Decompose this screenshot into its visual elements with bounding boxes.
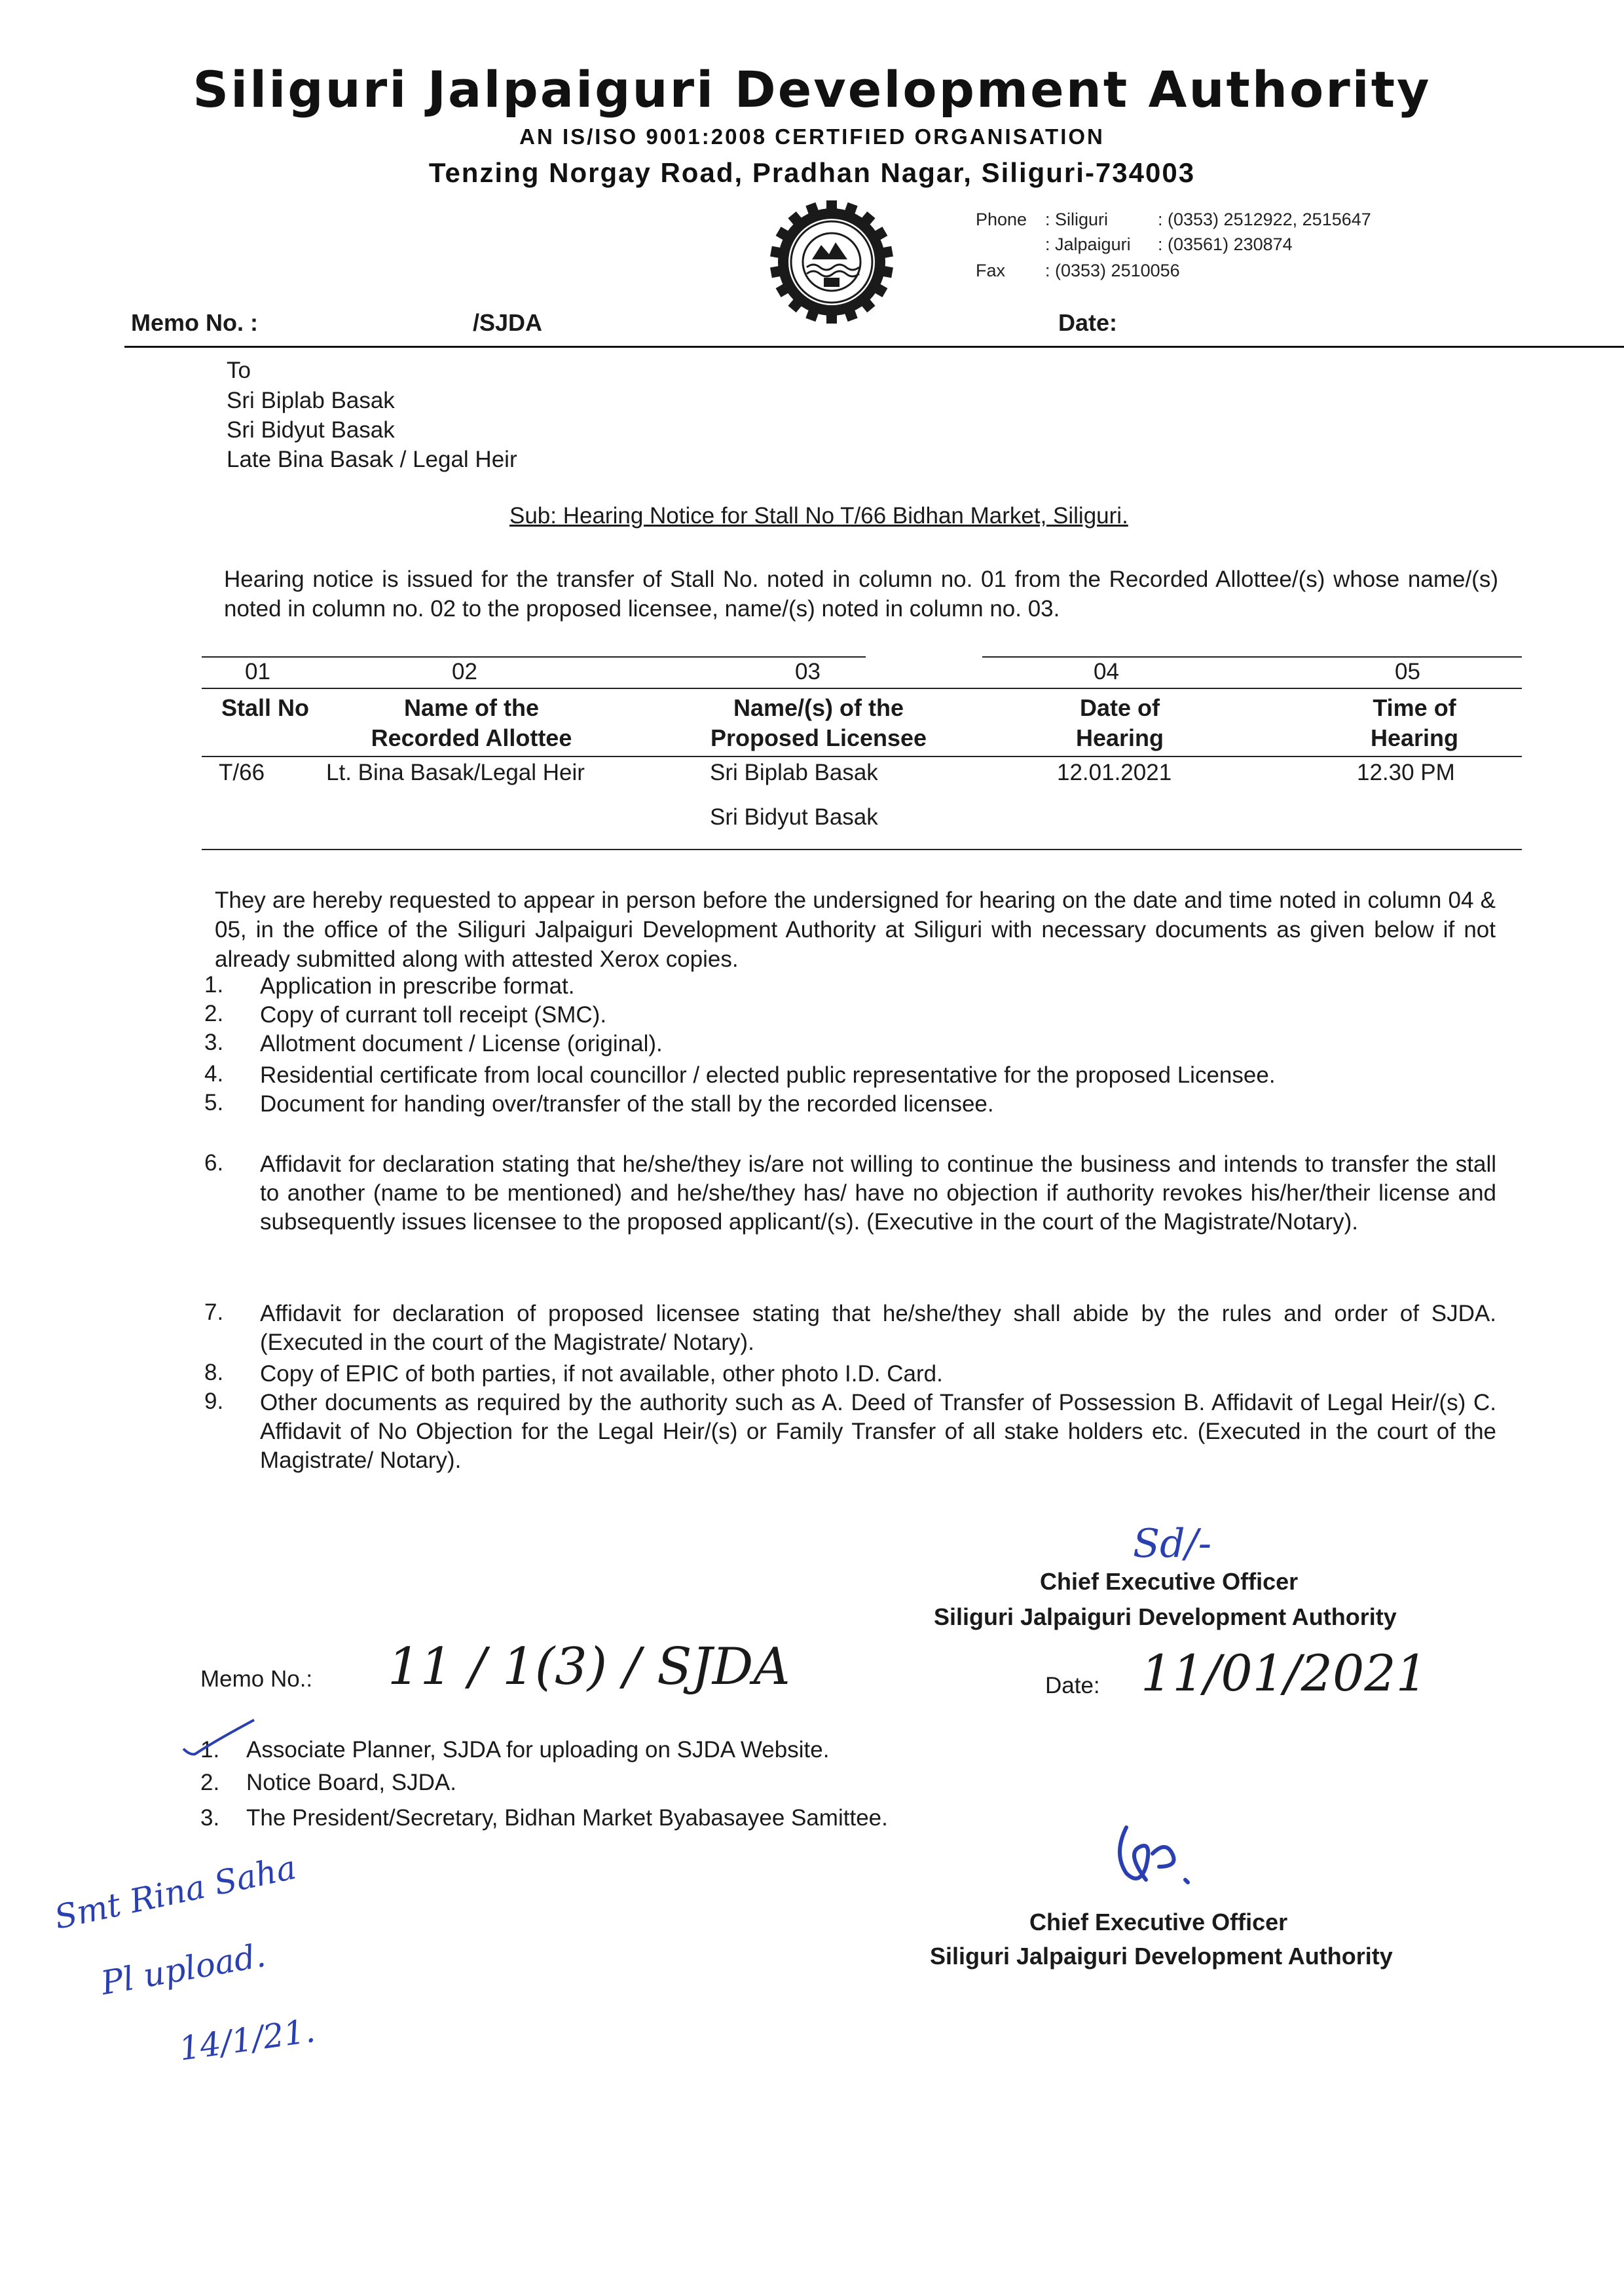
- intro-paragraph: Hearing notice is issued for the transfer of Stall No. noted in column no. 01 from the Recorded Allottee/(s) whose name/(s) noted in column no. 02 to the proposed licensee, name/(s) noted in column no. 03.: [224, 567, 1498, 622]
- handnote-line-2: Pl upload.: [98, 1935, 268, 2003]
- doc-number: 9.: [204, 1389, 224, 1414]
- doc-number: 2.: [204, 1001, 224, 1026]
- memo2-handwritten-date: 11/01/2021: [1141, 1644, 1428, 1702]
- contact-phone-label: Phone: [976, 210, 1027, 229]
- doc-number: 8.: [204, 1360, 224, 1385]
- cell-hearing-time: 12.30 PM: [1357, 760, 1455, 785]
- doc-item: Residential certificate from local councillor / elected public representative for the proposed Licensee.: [260, 1062, 1276, 1088]
- tick-mark-icon: [177, 1716, 262, 1768]
- doc-number: 6.: [204, 1150, 224, 1176]
- col-number-05: 05: [1395, 659, 1420, 684]
- doc-number: 1.: [204, 972, 224, 998]
- header-recorded-allottee: Name of the Recorded Allottee: [371, 694, 572, 751]
- header-time-of-hearing: Time of Hearing: [1370, 694, 1459, 751]
- doc-number: 3.: [204, 1030, 224, 1055]
- organization-address: Tenzing Norgay Road, Pradhan Nagar, Siliguri-734003: [428, 157, 1196, 188]
- contact-jalpaiguri-label: : Jalpaiguri: [1045, 234, 1131, 254]
- copy-item: Associate Planner, SJDA for uploading on SJDA Website.: [246, 1737, 830, 1763]
- col-number-04: 04: [1094, 659, 1119, 684]
- organization-name: Siliguri Jalpaiguri Development Authority: [193, 60, 1431, 119]
- addressee-2: Sri Bidyut Basak: [227, 417, 395, 443]
- signature1-org: Siliguri Jalpaiguri Development Authority: [934, 1603, 1397, 1630]
- table-number-rule: [202, 688, 1522, 689]
- table-header-rule: [202, 756, 1522, 757]
- doc-item: Copy of currant toll receipt (SMC).: [260, 1002, 607, 1028]
- signature2-title: Chief Executive Officer: [1029, 1909, 1288, 1935]
- to-label: To: [227, 358, 251, 383]
- addressee-1: Sri Biplab Basak: [227, 388, 395, 413]
- cell-licensee-2: Sri Bidyut Basak: [710, 804, 878, 830]
- contact-fax-label: Fax: [976, 261, 1006, 280]
- header-divider: [124, 346, 1624, 348]
- cell-recorded-allottee: Lt. Bina Basak/Legal Heir: [326, 760, 585, 785]
- signature2-org: Siliguri Jalpaiguri Development Authority: [930, 1943, 1393, 1970]
- header-proposed-licensee: Name/(s) of the Proposed Licensee: [710, 694, 927, 751]
- doc-number: 4.: [204, 1061, 224, 1087]
- date-label: Date:: [1058, 309, 1118, 336]
- cell-stall-no: T/66: [219, 760, 265, 785]
- memo-label: Memo No. :: [131, 309, 258, 336]
- doc-number: 7.: [204, 1299, 224, 1325]
- table-top-rule-right: [982, 656, 1522, 658]
- doc-item: Copy of EPIC of both parties, if not available, other photo I.D. Card.: [260, 1361, 943, 1387]
- ceo-signature-mark: [1100, 1814, 1205, 1906]
- contact-siliguri-value: : (0353) 2512922, 2515647: [1158, 210, 1371, 229]
- col-number-03: 03: [795, 659, 821, 684]
- handnote-line-1: Smt Rina Saha: [51, 1848, 300, 1937]
- doc-item: Affidavit for declaration of proposed licensee stating that he/she/they shall abide by the rules and order of SJDA. (Executed in the court of the Magistrate/ Notary).: [260, 1301, 1496, 1355]
- cell-hearing-date: 12.01.2021: [1057, 760, 1172, 785]
- request-paragraph: They are hereby requested to appear in person before the undersigned for hearing on the date and time noted in column 04 & 05, in the office of the Siliguri Jalpaiguri Development Authority at Siliguri with necessary documents as given below if not already submitted along with attested Xerox copies.: [215, 887, 1496, 972]
- table-top-rule: [202, 656, 866, 658]
- copy-number: 3.: [200, 1805, 220, 1831]
- cell-licensee-1: Sri Biplab Basak: [710, 760, 878, 785]
- memo2-label: Memo No.:: [200, 1666, 313, 1692]
- copy-number: 2.: [200, 1770, 220, 1795]
- sjda-seal-logo: [766, 196, 897, 327]
- signature1-title: Chief Executive Officer: [1040, 1568, 1299, 1595]
- doc-item: Document for handing over/transfer of the stall by the recorded licensee.: [260, 1091, 994, 1117]
- doc-item: Application in prescribe format.: [260, 973, 575, 999]
- contact-fax-value: : (0353) 2510056: [1045, 261, 1180, 280]
- addressee-3: Late Bina Basak / Legal Heir: [227, 447, 517, 472]
- copy-item: The President/Secretary, Bidhan Market Byabasayee Samittee.: [246, 1805, 888, 1831]
- table-bottom-rule: [202, 849, 1522, 850]
- copy-item: Notice Board, SJDA.: [246, 1770, 456, 1795]
- seal-gear-tooth: [826, 309, 837, 324]
- certification-line: AN IS/ISO 9001:2008 CERTIFIED ORGANISATION: [519, 124, 1105, 149]
- header-date-of-hearing: Date of Hearing: [1075, 694, 1164, 751]
- sd-signature: Sd/-: [1133, 1521, 1211, 1567]
- doc-number: 5.: [204, 1090, 224, 1115]
- contact-siliguri-label: : Siliguri: [1045, 210, 1109, 229]
- memo2-handwritten-number: 11 / 1(3) / SJDA: [388, 1637, 790, 1696]
- contact-jalpaiguri-value: : (03561) 230874: [1158, 234, 1293, 254]
- header-stall-no: Stall No: [221, 694, 309, 721]
- memo-suffix: /SJDA: [473, 309, 543, 336]
- doc-item: Other documents as required by the authority such as A. Deed of Transfer of Possession B. Affidavit of Legal Heir/(s) C. Affidavit of No Objection for the Legal Heir/(s) or Family Transfer of all stake holders etc. (Executed in the court of the Magistrate/ Notary).: [260, 1390, 1496, 1473]
- seal-gear-tooth: [826, 200, 837, 215]
- col-number-02: 02: [452, 659, 477, 684]
- memo2-date-label: Date:: [1045, 1673, 1100, 1698]
- handnote-line-3: 14/1/21.: [177, 2011, 318, 2068]
- copy-number: 1.: [200, 1737, 220, 1763]
- col-number-01: 01: [245, 659, 270, 684]
- subject-line: Sub: Hearing Notice for Stall No T/66 Bidhan Market, Siliguri.: [509, 503, 1128, 529]
- doc-item: Affidavit for declaration stating that he/she/they is/are not willing to continue the business and intends to transfer the stall to another (name to be mentioned) and he/she/they has/ have no objection if authority revokes his/her/their license and subsequently issues licensee to the proposed applicant/(s). (Executive in the court of the Magistrate/Notary).: [260, 1151, 1496, 1235]
- doc-item: Allotment document / License (original).: [260, 1031, 663, 1056]
